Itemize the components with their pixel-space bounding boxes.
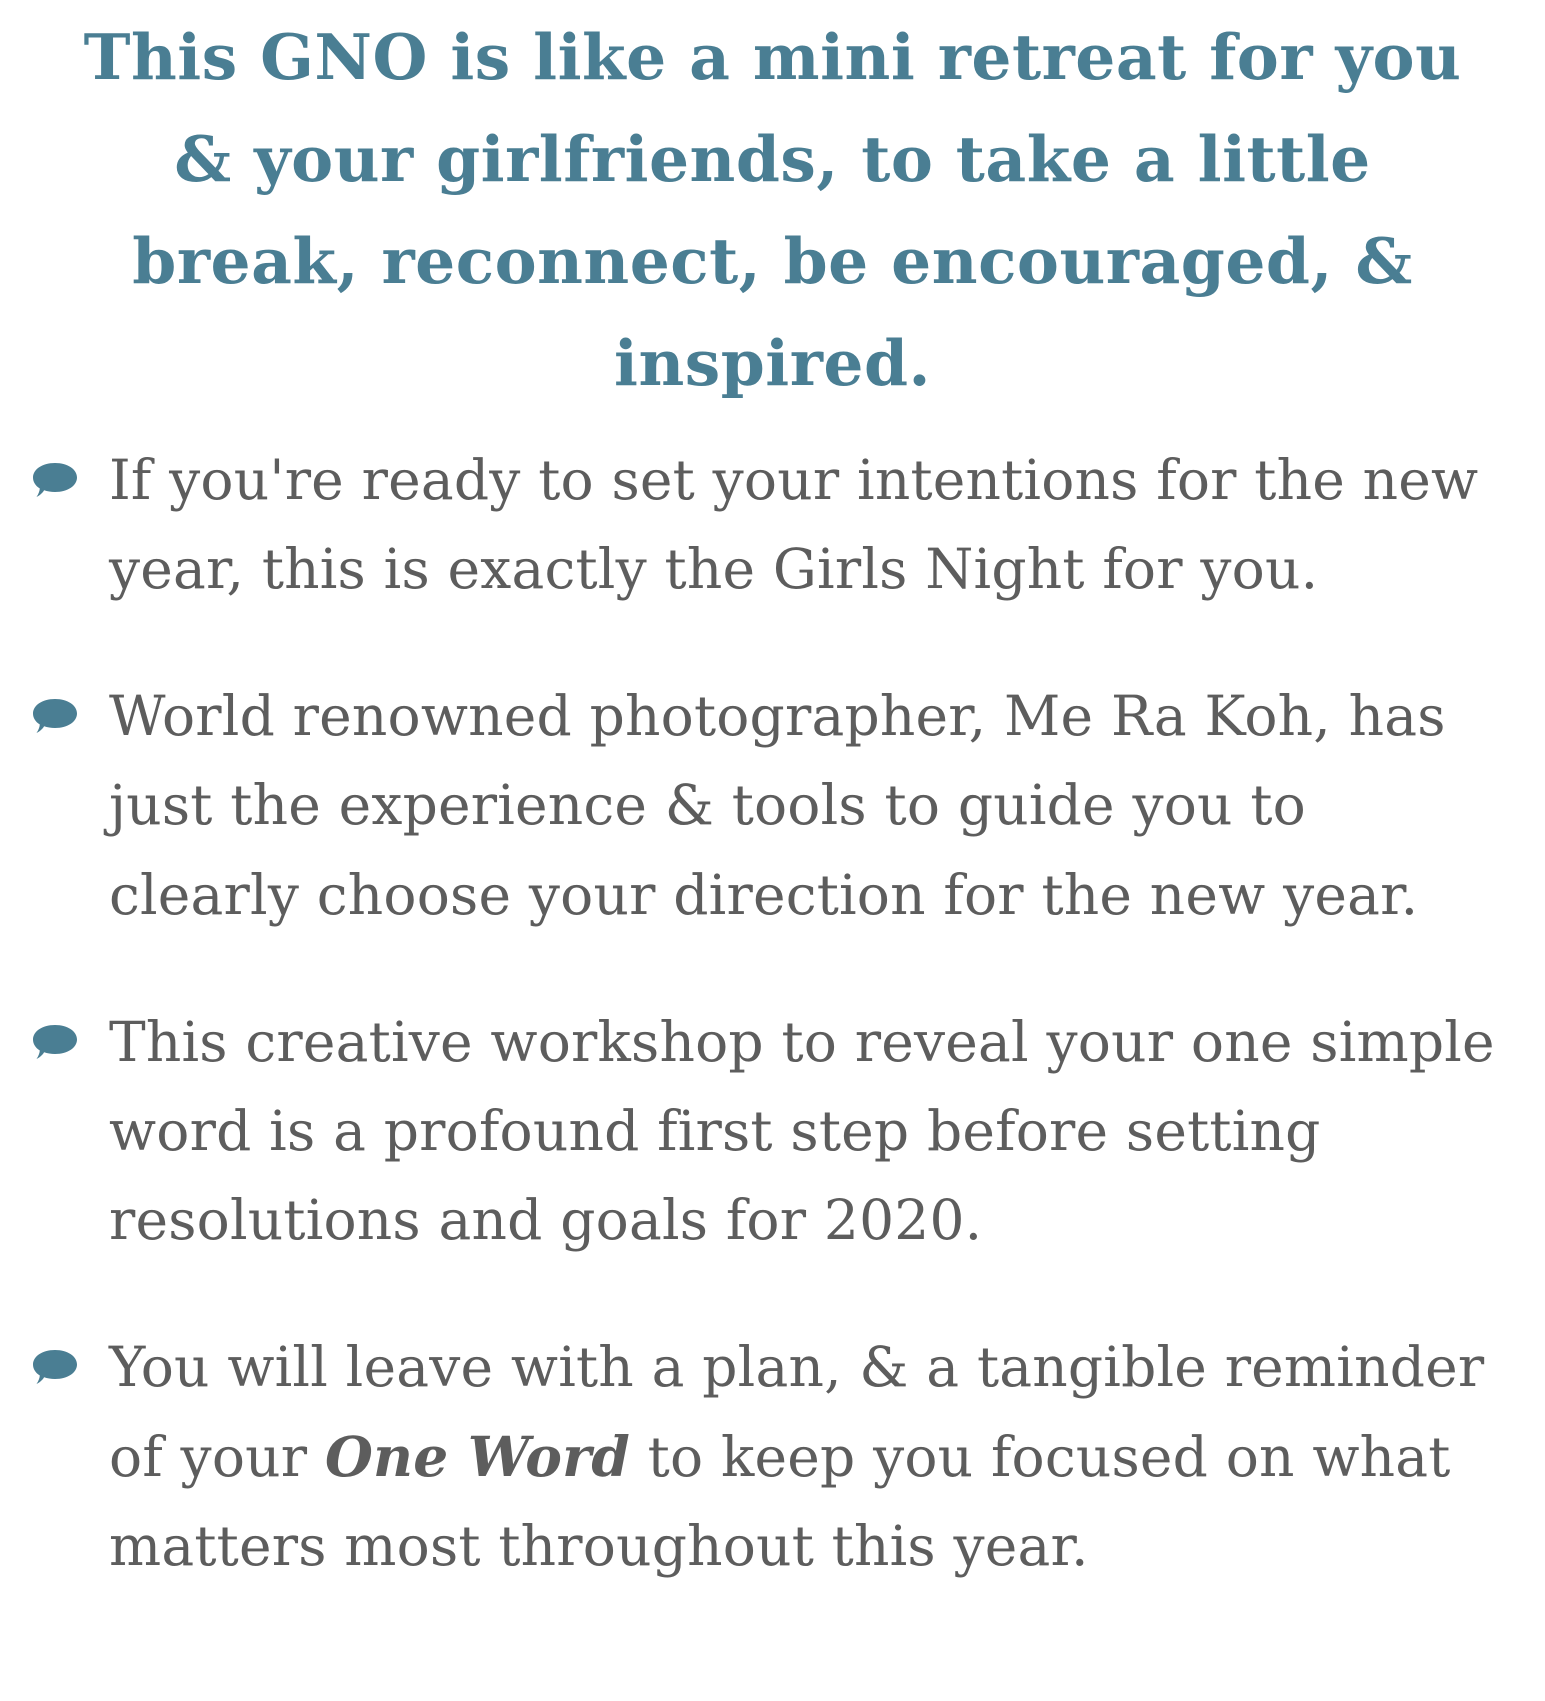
list-item: [14, 998, 1505, 1265]
speech-bubble-icon: [30, 1349, 80, 1385]
bullet-list: [0, 414, 1545, 1591]
list-item-text: World renowned photographer, Me Ra Koh, has just the experience & tools to guide you to clearly choose your direction for the new year.: [109, 684, 1446, 927]
list-item-text: This creative workshop to reveal your one simple word is a profound first step before setting resolutions and goals for 2020.: [109, 1009, 1495, 1252]
list-item-text: If you're ready to set your intentions for the new year, this is exactly the Girls Night for you.: [109, 448, 1479, 602]
list-item-text-after: to keep you focused on what matters most throughout this year.: [109, 1425, 1451, 1579]
speech-bubble-icon: [30, 698, 80, 734]
list-item-text: [109, 1323, 1505, 1591]
speech-bubble-icon: [30, 1024, 80, 1060]
emphasized-phrase: One Word: [324, 1424, 630, 1490]
page-title: This GNO is like a mini retreat for you & your girlfriends, to take a little break, reconnect, be encouraged, & inspired.: [83, 20, 1462, 401]
speech-bubble-icon: [30, 462, 80, 498]
list-item-text-before: You will leave with a plan, & a tangible reminder of your: [109, 1334, 1485, 1490]
list-item: [14, 1323, 1505, 1591]
list-item: [14, 436, 1505, 614]
list-item: [14, 672, 1505, 939]
